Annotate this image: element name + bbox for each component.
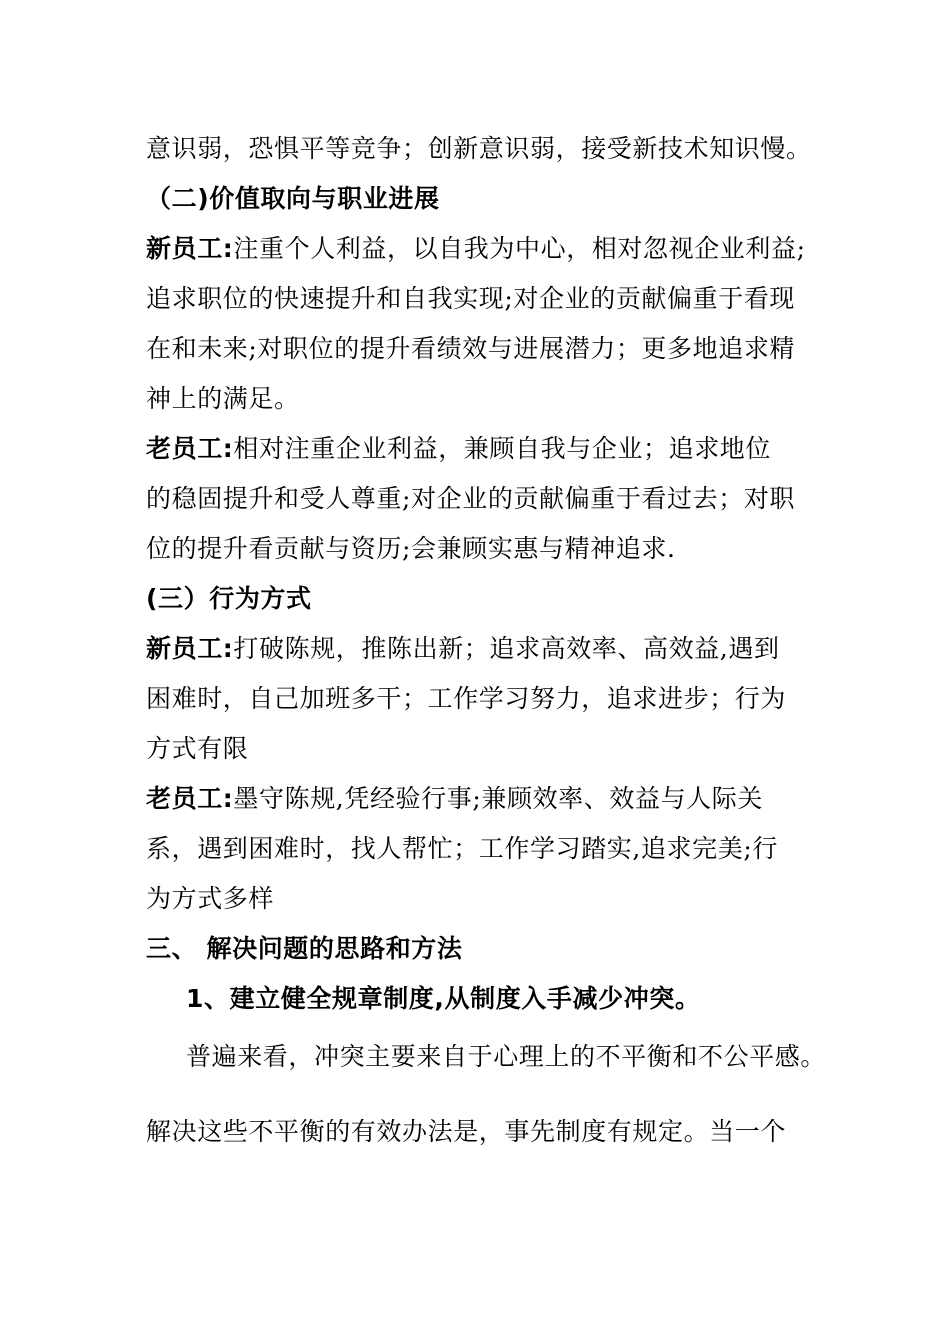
section-heading: 三、 解决问题的思路和方法 (146, 934, 463, 963)
paragraph-line: 普遍来看，冲突主要来自于心理上的不平衡和不公平感。 (186, 1042, 827, 1071)
paragraph-line: 老员工:墨守陈规,凭经验行事;兼顾效率、效益与人际关 (146, 784, 763, 813)
paragraph-line: 为方式多样 (146, 884, 275, 913)
paragraph-line: 的稳固提升和受人尊重;对企业的贡献偏重于看过去；对职 (146, 484, 796, 513)
item-label: 老员工: (146, 434, 234, 463)
paragraph-line: 新员工:打破陈规，推陈出新；追求高效率、高效益,遇到 (146, 634, 780, 663)
item-label: 新员工: (146, 634, 234, 663)
paragraph-line: 意识弱，恐惧平等竞争；创新意识弱，接受新技术知识慢。 (146, 134, 812, 163)
item-label: 老员工: (146, 784, 234, 813)
paragraph-line: 在和未来;对职位的提升看绩效与进展潜力；更多地追求精 (146, 334, 796, 363)
section-heading: （二)价值取向与职业进展 (146, 184, 440, 213)
item-label: 新员工: (146, 234, 234, 263)
paragraph-line: 老员工:相对注重企业利益，兼顾自我与企业；追求地位 (146, 434, 772, 463)
paragraph-line: 追求职位的快速提升和自我实现;对企业的贡献偏重于看现 (146, 284, 796, 313)
paragraph-line: 新员工:注重个人利益，以自我为中心，相对忽视企业利益; (146, 234, 806, 263)
paragraph-line: 困难时，自己加班多干；工作学习努力，追求进步；行为 (146, 684, 787, 713)
paragraph-line: 位的提升看贡献与资历;会兼顾实惠与精神追求. (146, 534, 676, 563)
paragraph-line: 系，遇到困难时，找人帮忙；工作学习踏实,追求完美;行 (146, 834, 778, 863)
subsection-heading: 1、建立健全规章制度,从制度入手减少冲突。 (186, 984, 701, 1013)
section-heading: (三）行为方式 (146, 584, 312, 613)
paragraph-line: 方式有限 (146, 734, 249, 763)
paragraph-line: 解决这些不平衡的有效办法是，事先制度有规定。当一个 (146, 1117, 787, 1146)
paragraph-line: 神上的满足。 (146, 384, 300, 413)
